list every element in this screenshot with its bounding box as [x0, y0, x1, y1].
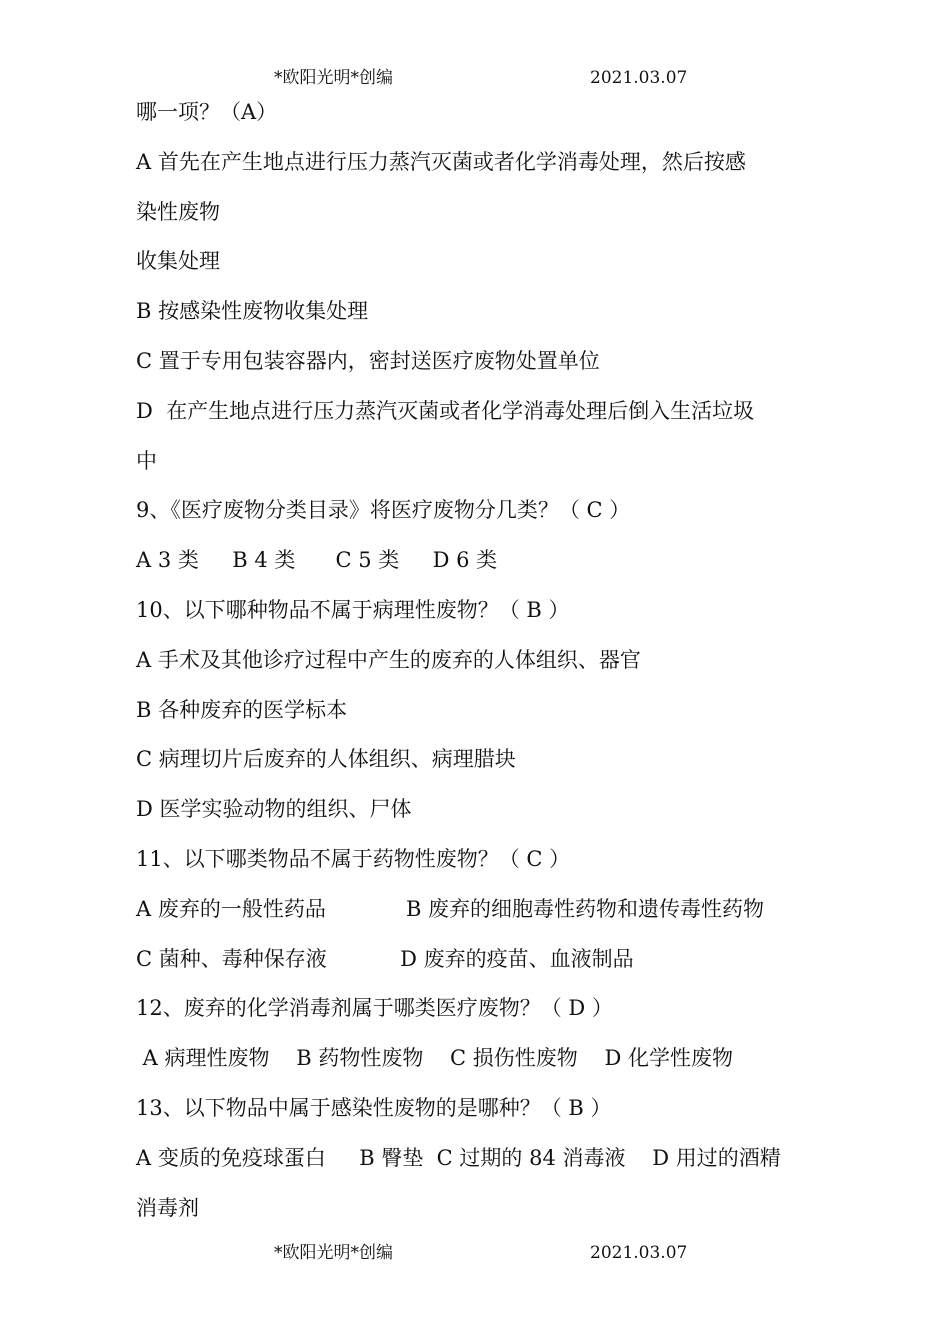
- header-date: 2021.03.07: [590, 68, 688, 88]
- text-line: B 按感染性废物收集处理: [136, 299, 369, 324]
- text-line: 10、以下哪种物品不属于病理性废物？（ B ）: [136, 597, 570, 622]
- footer-date: 2021.03.07: [590, 1243, 688, 1263]
- page-footer: [0, 1241, 950, 1265]
- text-line: A 3 类 B 4 类 C 5 类 D 6 类: [136, 548, 498, 573]
- text-line: 消毒剂: [136, 1195, 199, 1220]
- page-header: [0, 66, 950, 90]
- text-line: D 医学实验动物的组织、尸体: [136, 797, 412, 822]
- text-line: 收集处理: [136, 249, 220, 274]
- text-line: 中: [136, 448, 157, 473]
- text-line: 9、《医疗废物分类目录》将医疗废物分几类？（ C ）: [136, 498, 631, 523]
- text-line: A 病理性废物 B 药物性废物 C 损伤性废物 D 化学性废物: [136, 1046, 733, 1071]
- text-line: D 在产生地点进行压力蒸汽灭菌或者化学消毒处理后倒入生活垃圾: [136, 398, 755, 423]
- text-line: C 置于专用包装容器内，密封送医疗废物处置单位: [136, 348, 600, 373]
- text-line: A 首先在产生地点进行压力蒸汽灭菌或者化学消毒处理，然后按感: [136, 149, 746, 174]
- text-line: 13、以下物品中属于感染性废物的是哪种？（ B ）: [136, 1095, 612, 1120]
- text-line: C 菌种、毒种保存液 D 废弃的疫苗、血液制品: [136, 946, 634, 971]
- text-line: C 病理切片后废弃的人体组织、病理腊块: [136, 747, 516, 772]
- text-line: 哪一项？（A）: [136, 100, 278, 124]
- footer-author: *欧阳光明*创编: [274, 1243, 393, 1263]
- document-body: [136, 88, 836, 1233]
- text-line: 11、以下哪类物品不属于药物性废物？（ C ）: [136, 846, 571, 871]
- text-line: B 各种废弃的医学标本: [136, 697, 348, 722]
- text-line: A 变质的免疫球蛋白 B 臀垫 C 过期的 84 消毒液 D 用过的酒精: [136, 1145, 781, 1170]
- text-line: A 手术及其他诊疗过程中产生的废弃的人体组织、器官: [136, 647, 641, 672]
- text-line: A 废弃的一般性药品 B 废弃的细胞毒性药物和遗传毒性药物: [136, 896, 765, 921]
- header-author: *欧阳光明*创编: [274, 68, 393, 88]
- text-line: 染性废物: [136, 199, 220, 224]
- text-line: 12、废弃的化学消毒剂属于哪类医疗废物？（ D ）: [136, 996, 613, 1021]
